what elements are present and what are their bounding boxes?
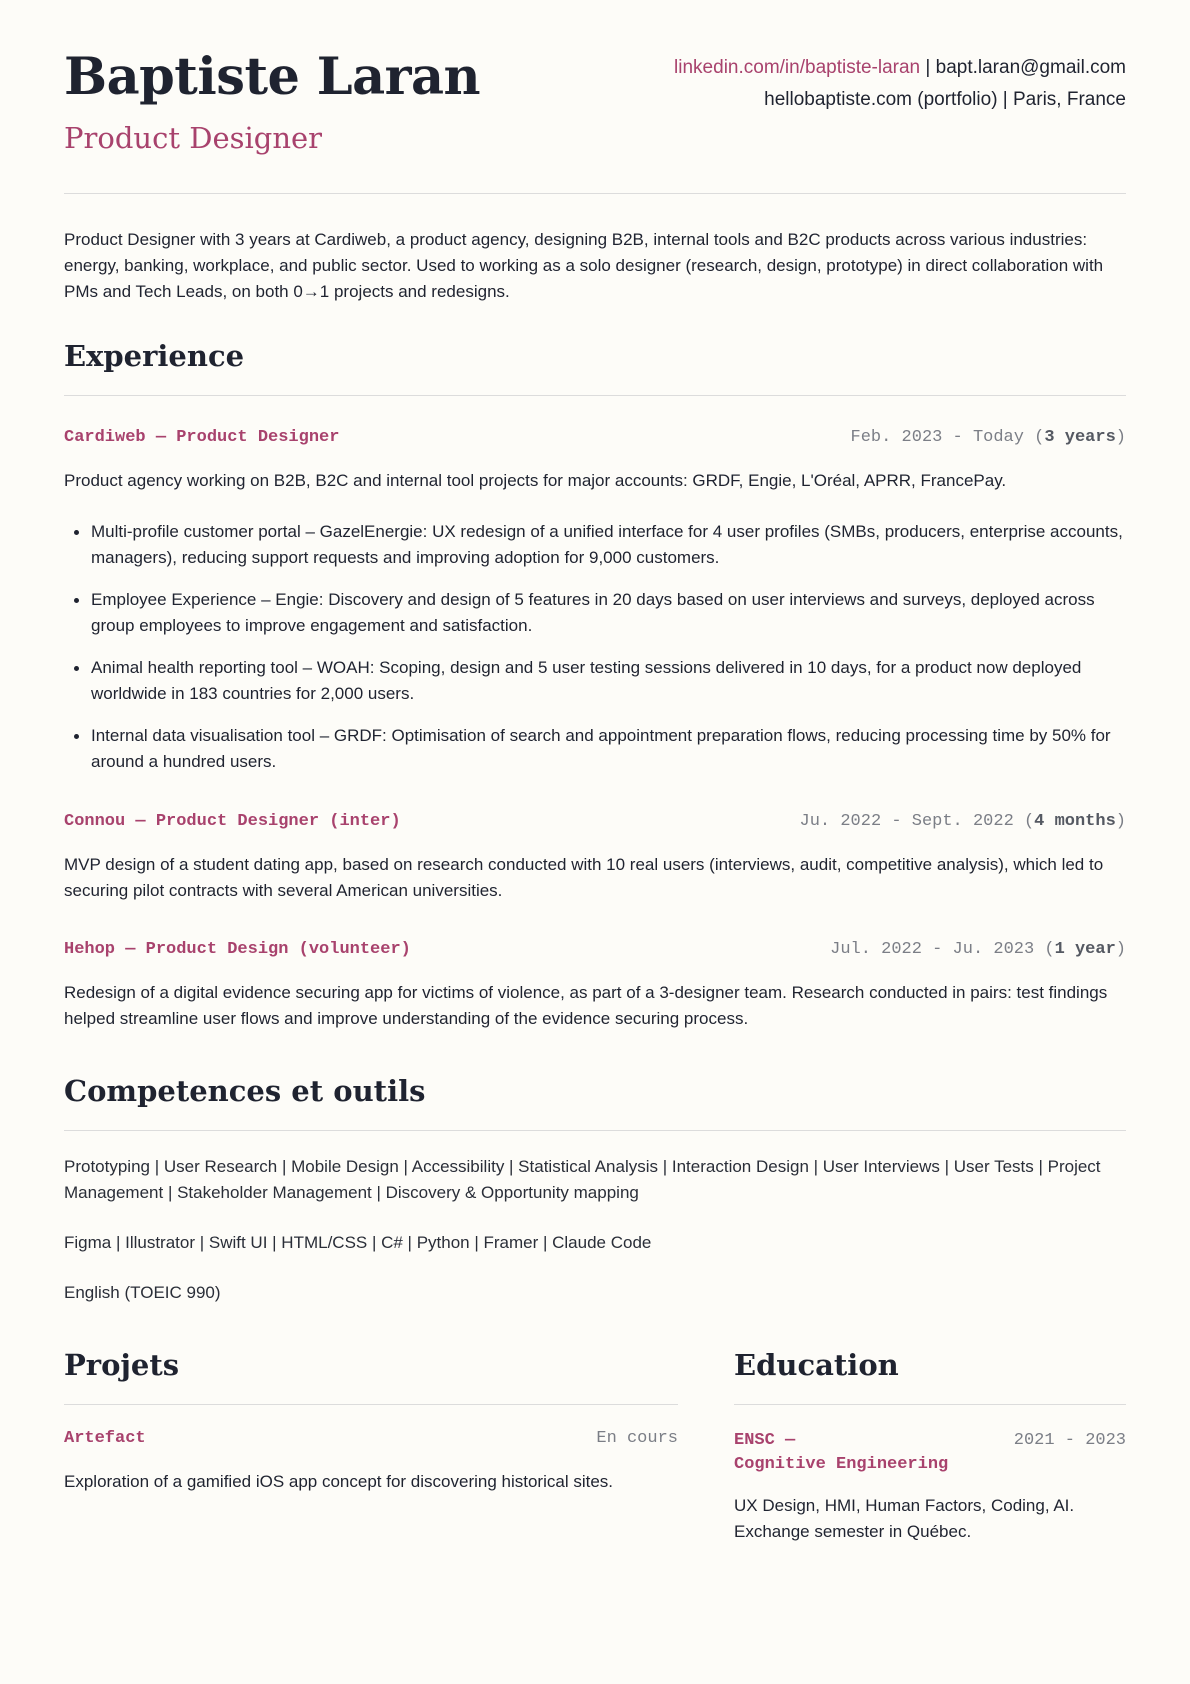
education-program: Cognitive Engineering — [734, 1455, 949, 1474]
projects-divider — [64, 1404, 678, 1405]
education-detail-1: UX Design, HMI, Human Factors, Coding, AI. — [734, 1496, 1075, 1515]
list-item: Multi-profile customer portal – GazelEnergie: UX redesign of a unified interface for 4 user profiles (SMBs, producers, enterprise accounts, managers), reducing support requests and improving adoption for 9,000 customers. — [64, 519, 1126, 571]
education-divider — [734, 1404, 1126, 1405]
job-title: Cardiweb — Product Designer — [64, 428, 340, 447]
job-header-connou — [64, 812, 1126, 836]
competences-list: Prototyping | User Research | Mobile Design | Accessibility | Statistical Analysis | Interaction Design | User Interviews | User Tests | Project Management | Stakeholder Management | Discovery & Opportunity mapping — [64, 1157, 1101, 1202]
bullet-icon — [74, 598, 79, 603]
education-school: ENSC — — [734, 1431, 796, 1450]
project-description: Exploration of a gamified iOS app concept for discovering historical sites. — [64, 1472, 613, 1491]
job-description: Redesign of a digital evidence securing app for victims of violence, as part of a 3-designer team. Research conducted in pairs: test findings helped streamline user flows and improve understanding of the evidence securing process. — [64, 983, 1108, 1028]
education-detail-2: Exchange semester in Québec. — [734, 1522, 972, 1541]
contact-block — [674, 52, 1126, 116]
candidate-name: Baptiste Laran — [64, 47, 481, 107]
projects-heading: Projets — [64, 1348, 180, 1382]
education-dates: 2021 - 2023 — [1013, 1431, 1126, 1450]
education-header — [734, 1429, 1126, 1479]
contact-line-2: hellobaptiste.com (portfolio) | Paris, France — [764, 89, 1126, 110]
profile-summary: Product Designer with 3 years at Cardiweb, a product agency, designing B2B, internal tools and B2C products across various industries: energy, banking, workplace, and public sector. Used to working as a solo designer (research, design, prototype) in direct collaboration with PMs and Tech Leads, on both 0→1 projects and redesigns. — [64, 230, 1104, 301]
education-heading: Education — [734, 1348, 899, 1382]
job-description: MVP design of a student dating app, based on research conducted with 10 real users (interviews, audit, competitive analysis), which led to securing pilot contracts with several American universities. — [64, 855, 1104, 900]
job-header-cardiweb — [64, 428, 1126, 452]
job-description: Product agency working on B2B, B2C and internal tool projects for major accounts: GRDF, Engie, L'Oréal, APRR, FrancePay. — [64, 471, 1007, 490]
job-duration: 4 months — [1034, 812, 1116, 831]
project-status: En cours — [596, 1429, 678, 1448]
project-name: Artefact — [64, 1429, 146, 1448]
email-link[interactable]: bapt.laran@gmail.com — [935, 57, 1126, 78]
job-duration: 3 years — [1044, 428, 1116, 447]
contact-line-1 — [674, 52, 1126, 84]
experience-divider — [64, 395, 1126, 396]
job-dates: Jul. 2022 - Ju. 2023 (1 year) — [830, 940, 1126, 959]
job-title: Hehop — Product Design (volunteer) — [64, 940, 411, 959]
languages-list: English (TOEIC 990) — [64, 1283, 221, 1302]
job-title: Connou — Product Designer (inter) — [64, 812, 401, 831]
experience-heading: Experience — [64, 339, 245, 373]
skills-divider — [64, 1130, 1126, 1131]
job-dates: Ju. 2022 - Sept. 2022 (4 months) — [799, 812, 1126, 831]
resume-page — [64, 0, 1126, 1541]
skills-heading: Competences et outils — [64, 1074, 426, 1108]
job-duration: 1 year — [1054, 940, 1116, 959]
list-item: Animal health reporting tool – WOAH: Scoping, design and 5 user testing sessions delivered in 10 days, for a product now deployed worldwide in 183 countries for 2,000 users. — [64, 655, 1126, 707]
job-dates: Feb. 2023 - Today (3 years) — [850, 428, 1126, 447]
resume-header — [64, 0, 1126, 194]
bullet-icon — [74, 734, 79, 739]
bullet-icon — [74, 666, 79, 671]
list-item: Internal data visualisation tool – GRDF: Optimisation of search and appointment preparation flows, reducing processing time by 50% for around a hundred users. — [64, 723, 1126, 775]
tools-list: Figma | Illustrator | Swift UI | HTML/CSS | C# | Python | Framer | Claude Code — [64, 1233, 652, 1252]
job-header-hehop — [64, 940, 1126, 964]
linkedin-link[interactable]: linkedin.com/in/baptiste-laran — [674, 57, 921, 78]
project-header — [64, 1429, 678, 1453]
bullet-icon — [74, 530, 79, 535]
contact-separator: | — [920, 57, 936, 78]
list-item: Employee Experience – Engie: Discovery and design of 5 features in 20 days based on user interviews and surveys, deployed across group employees to improve engagement and satisfaction. — [64, 587, 1126, 639]
candidate-role: Product Designer — [64, 121, 323, 155]
